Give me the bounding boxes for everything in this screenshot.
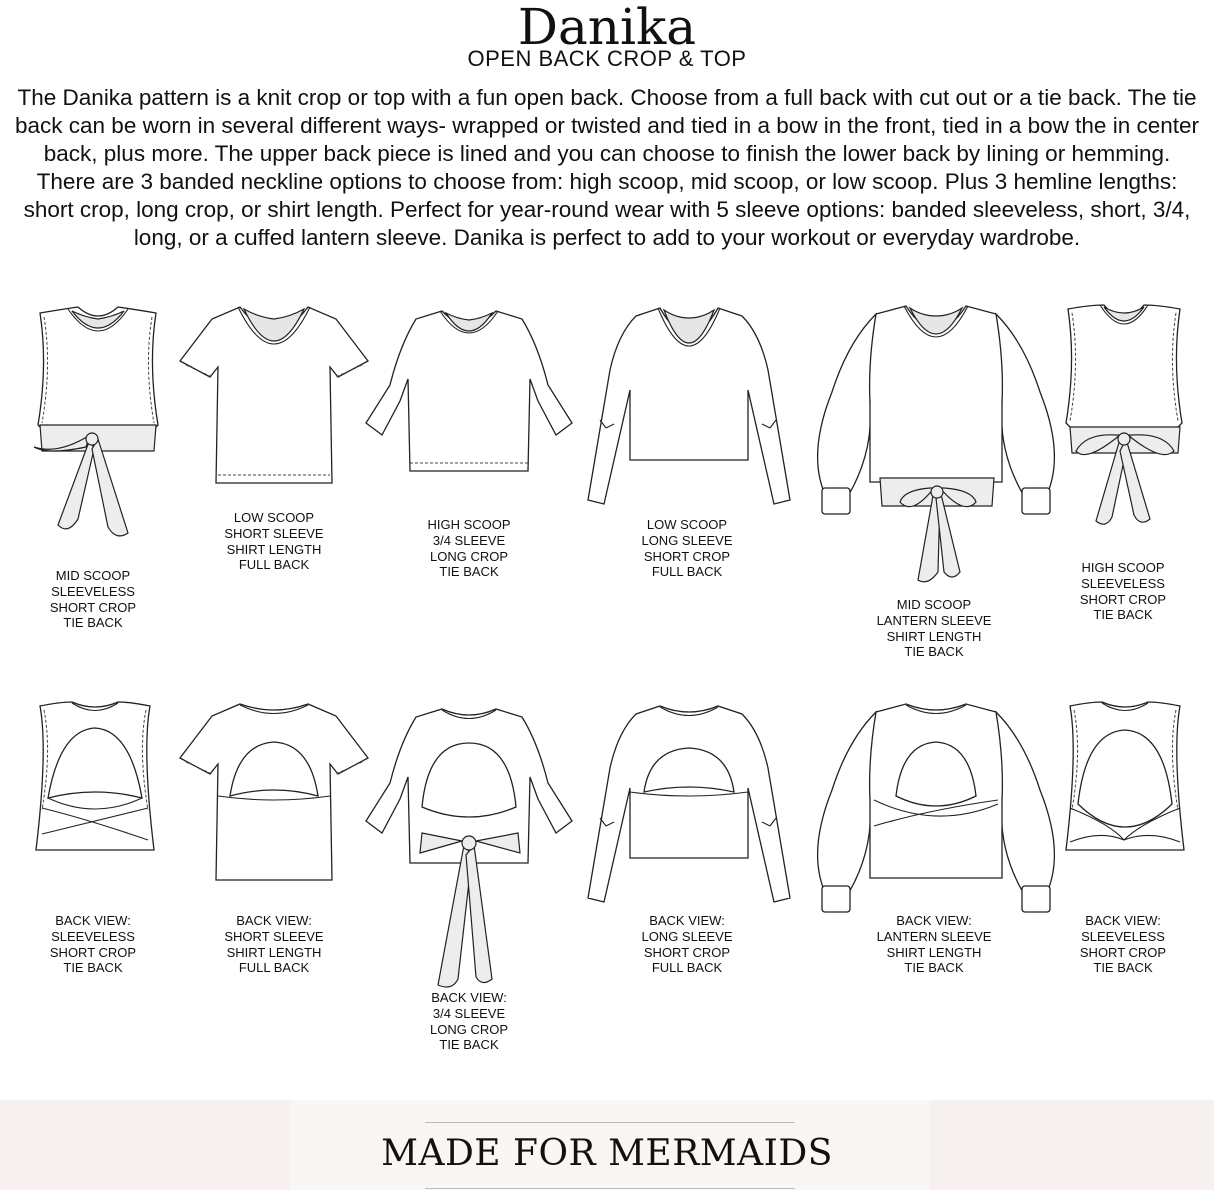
- front-short-sleeve-illustration: [178, 303, 370, 488]
- pattern-title: Danika: [517, 0, 697, 56]
- front-caption-6: HIGH SCOOP SLEEVELESS SHORT CROP TIE BACK: [1079, 560, 1167, 623]
- front-long-sleeve-illustration: [580, 300, 798, 510]
- front-caption-4: LOW SCOOP LONG SLEEVE SHORT CROP FULL BACK: [641, 517, 733, 580]
- front-sleeveless-tie-illustration: [28, 305, 168, 555]
- front-lantern-sleeve-illustration: [808, 302, 1063, 587]
- back-three-quarter-sleeve-illustration: [362, 703, 577, 988]
- back-caption-2: BACK VIEW: SHORT SLEEVE SHIRT LENGTH FULL BACK: [224, 913, 324, 976]
- back-short-sleeve-illustration: [178, 700, 370, 885]
- back-caption-3: BACK VIEW: 3/4 SLEEVE LONG CROP TIE BACK: [429, 990, 508, 1053]
- back-sleeveless-twist-illustration: [1060, 700, 1190, 865]
- brand-logo-text: MADE FOR MERMAIDS: [381, 1133, 833, 1174]
- back-sleeveless-tie-illustration: [30, 700, 160, 865]
- back-caption-4: BACK VIEW: LONG SLEEVE SHORT CROP FULL BACK: [641, 913, 733, 976]
- back-caption-6: BACK VIEW: SLEEVELESS SHORT CROP TIE BACK: [1079, 913, 1167, 976]
- front-caption-1: MID SCOOP SLEEVELESS SHORT CROP TIE BACK: [49, 568, 137, 631]
- back-caption-5: BACK VIEW: LANTERN SLEEVE SHIRT LENGTH TIE BACK: [876, 913, 992, 976]
- back-caption-1: BACK VIEW: SLEEVELESS SHORT CROP TIE BACK: [49, 913, 137, 976]
- back-lantern-sleeve-illustration: [808, 700, 1063, 915]
- footer-rule-top: [425, 1122, 795, 1123]
- front-three-quarter-sleeve-illustration: [362, 305, 577, 477]
- front-caption-5: MID SCOOP LANTERN SLEEVE SHIRT LENGTH TIE BACK: [876, 597, 992, 660]
- pattern-subtitle: OPEN BACK CROP & TOP: [467, 46, 747, 71]
- front-sleeveless-high-scoop-illustration: [1058, 303, 1190, 553]
- front-caption-3: HIGH SCOOP 3/4 SLEEVE LONG CROP TIE BACK: [427, 517, 511, 580]
- back-long-sleeve-illustration: [580, 698, 798, 908]
- footer-rule-bottom: [425, 1188, 795, 1189]
- front-caption-2: LOW SCOOP SHORT SLEEVE SHIRT LENGTH FULL BACK: [224, 510, 324, 573]
- pattern-description: The Danika pattern is a knit crop or top with a fun open back. Choose from a full back with cut out or a tie back. The tie back can be worn in several different ways- wrapped or twisted and tied in a bow in the front, tied in a bow the in center back, plus more. The upper back piece is lined and you can choose to finish the lower back by lining or hemming. There are 3 banded neckline options to choose from: high scoop, mid scoop, or low scoop. Plus 3 hemline lengths: short crop, long crop, or shirt length. Perfect for year-round wear with 5 sleeve options: banded sleeveless, short, 3/4, long, or a cuffed lantern sleeve. Danika is perfect to add to your workout or everyday wardrobe.: [15, 85, 1199, 250]
